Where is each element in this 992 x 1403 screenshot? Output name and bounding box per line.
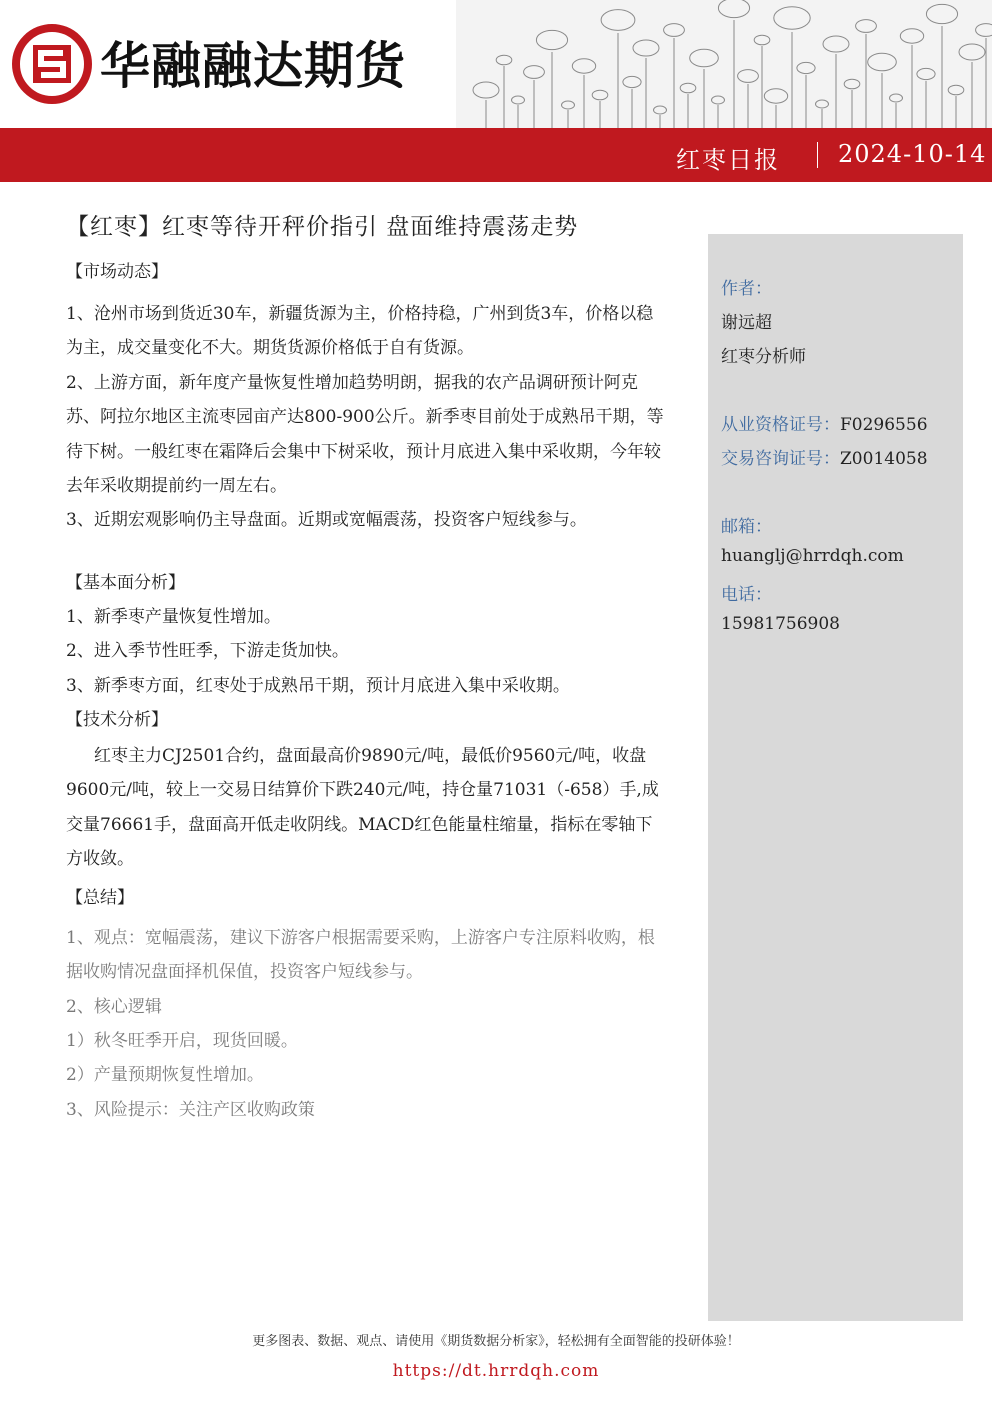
technical-heading: 【技术分析】 [66, 710, 168, 731]
summary-section [66, 881, 666, 1127]
author-label: 作者： [721, 279, 772, 299]
page-header [0, 0, 992, 128]
summary-paragraph-1: 1、观点：宽幅震荡，建议下游客户根据需要采购，上游客户专注原料收购，根据收购情况盘面择机保值，投资客户短线参与。 [66, 927, 655, 983]
technical-section [66, 703, 666, 877]
huarong-logo-icon [10, 22, 94, 106]
report-body [66, 255, 666, 1127]
author-title: 红枣分析师 [721, 347, 806, 367]
license-row [721, 410, 928, 435]
license-value: F0296556 [840, 415, 928, 435]
fundamental-section [66, 566, 666, 703]
email-label: 邮箱： [721, 517, 772, 537]
fundamental-heading: 【基本面分析】 [66, 572, 185, 593]
summary-paragraph-4: 2）产量预期恢复性增加。 [66, 1065, 264, 1086]
author-sidebar [708, 234, 963, 1321]
technical-paragraph: 红枣主力CJ2501合约，盘面最高价9890元/吨，最低价9560元/吨，收盘9600元/吨，较上一交易日结算价下跌240元/吨，持仓量71031（-658）手,成交量76661手，盘面高开低走收阴线。MACD红色能量柱缩量，指标在零轴下方收敛。 [66, 746, 659, 870]
summary-heading: 【总结】 [66, 887, 134, 908]
report-headline: 【红枣】红枣等待开秤价指引 盘面维持震荡走势 [66, 214, 579, 240]
summary-paragraph-2: 2、核心逻辑 [66, 996, 162, 1017]
phone-label: 电话： [721, 585, 772, 605]
brand-name: 华融融达期货 [100, 37, 406, 95]
market-section [66, 255, 666, 538]
daily-report-title: 红枣日报 [676, 146, 780, 174]
summary-paragraph-5: 3、风险提示：关注产区收购政策 [66, 1099, 315, 1120]
email-value[interactable]: huanglj@hrrdqh.com [721, 546, 904, 566]
fundamental-paragraph-1: 1、新季枣产量恢复性增加。 [66, 606, 281, 627]
header-decoration [456, 0, 992, 128]
report-date: 2024-10-14 [838, 140, 987, 168]
footer-note: 更多图表、数据、观点、请使用《期货数据分析家》，轻松拥有全面智能的投研体验！ [252, 1334, 740, 1349]
market-paragraph-2: 2、上游方面，新年度产量恢复性增加趋势明朗，据我的农产品调研预计阿克苏、阿拉尔地区主流枣园亩产达800-900公斤。新季枣目前处于成熟吊干期，等待下树。一般红枣在霜降后会集中下树采收，预计月底进入集中采收期，今年较去年采收期提前约一周左右。 [66, 372, 664, 497]
consult-label: 交易咨询证号： [721, 449, 840, 469]
market-paragraph-3: 3、近期宏观影响仍主导盘面。近期或宽幅震荡，投资客户短线参与。 [66, 510, 587, 531]
fundamental-paragraph-2: 2、进入季节性旺季，下游走货加快。 [66, 641, 349, 662]
summary-paragraph-3: 1）秋冬旺季开启，现货回暖。 [66, 1030, 298, 1051]
fundamental-paragraph-3: 3、新季枣方面，红枣处于成熟吊干期，预计月底进入集中采收期。 [66, 675, 570, 696]
band-separator [817, 142, 818, 168]
market-heading: 【市场动态】 [66, 262, 168, 282]
footer-link[interactable]: https://dt.hrrdqh.com [392, 1361, 600, 1381]
author-name: 谢远超 [721, 313, 772, 333]
license-label: 从业资格证号： [721, 415, 840, 435]
phone-value: 15981756908 [721, 614, 840, 634]
consult-row [721, 444, 928, 469]
consult-value: Z0014058 [840, 449, 928, 469]
market-paragraph-1: 1、沧州市场到货近30车，新疆货源为主，价格持稳，广州到货3车，价格以稳为主，成交量变化不大。期货货源价格低于自有货源。 [66, 304, 654, 359]
